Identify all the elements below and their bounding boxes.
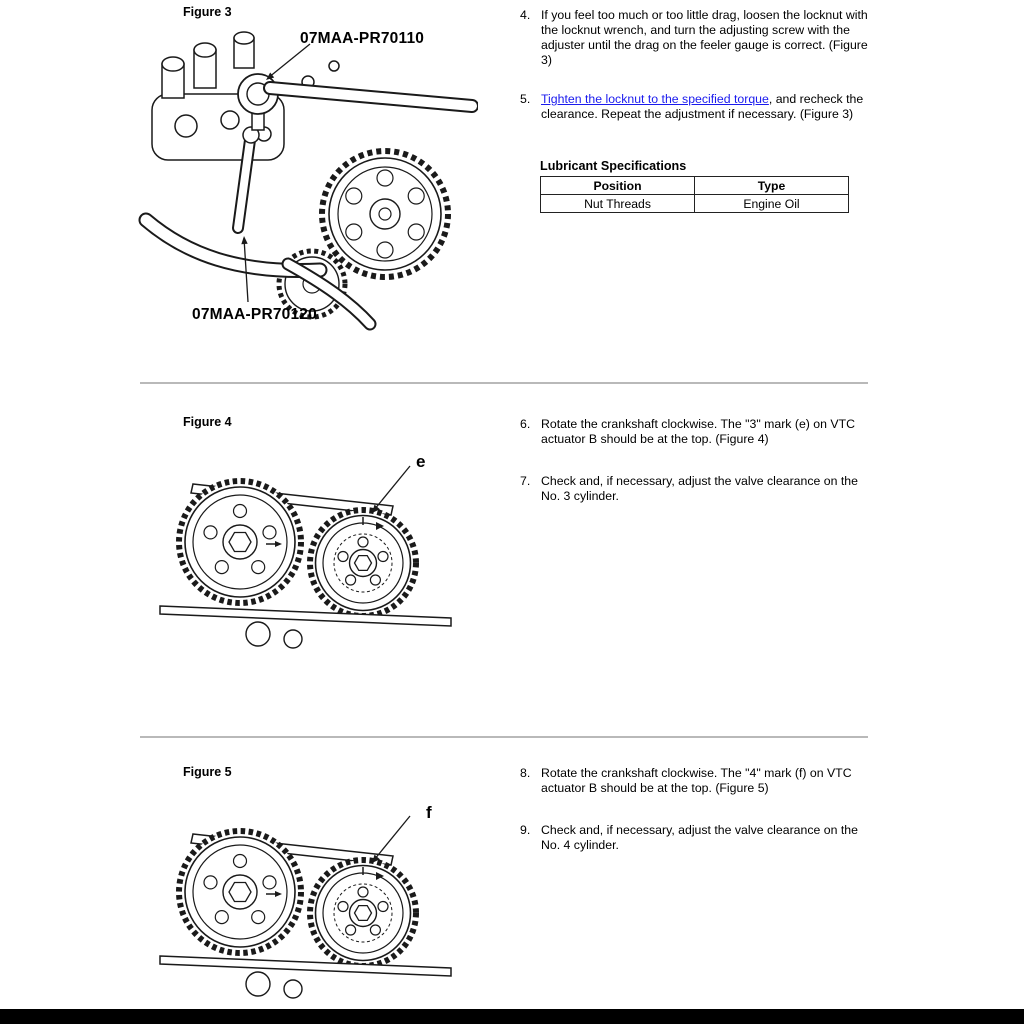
table-row (541, 195, 849, 213)
figure5-label: Figure 5 (183, 765, 232, 779)
table-cell-position: Nut Threads (541, 195, 695, 213)
table-header-position: Position (541, 177, 695, 195)
step-5 (520, 92, 872, 122)
step-9 (520, 823, 872, 853)
figure5-drawing (158, 810, 458, 1000)
step-number: 7. (520, 474, 531, 488)
step-text (541, 92, 872, 122)
figure4-mark-letter: e (416, 452, 426, 471)
table-header-type: Type (695, 177, 849, 195)
step-number: 5. (520, 92, 531, 106)
step-4 (520, 8, 872, 68)
step-text: Rotate the crankshaft clockwise. The "4" mark (f) on VTC actuator B should be at the top. (Figure 5) (541, 766, 852, 795)
table-cell-type: Engine Oil (695, 195, 849, 213)
footer-bar (0, 1009, 1024, 1024)
figure3-label: Figure 3 (183, 5, 232, 19)
section-divider (140, 736, 868, 738)
step-number: 8. (520, 766, 531, 780)
step-text-rest: , and recheck the clearance. Repeat the adjustment if necessary. (Figure 3) (541, 92, 864, 121)
step-text: Check and, if necessary, adjust the valve clearance on the No. 3 cylinder. (541, 474, 858, 503)
figure3-drawing (138, 22, 478, 332)
figure5-mark-letter: f (426, 803, 432, 822)
engine-line-art (146, 32, 472, 324)
step-number: 6. (520, 417, 531, 431)
lubricant-table (540, 176, 849, 213)
step-8 (520, 766, 872, 796)
step-number: 9. (520, 823, 531, 837)
figure4-label: Figure 4 (183, 415, 232, 429)
tool-callout-07maa-pr70110: 07MAA-PR70110 (300, 30, 425, 47)
step-text: If you feel too much or too little drag, loosen the locknut with the locknut wrench, and turn the adjusting screw with the adjuster until the drag on the feeler gauge is correct. (Figure 3) (541, 8, 868, 67)
figure4-drawing (158, 460, 458, 650)
step-6 (520, 417, 872, 447)
tool-callout-07maa-pr70120: 07MAA-PR70120 (192, 306, 317, 323)
cam-sprocket (322, 151, 448, 277)
step-7 (520, 474, 872, 504)
torque-spec-link[interactable]: Tighten the locknut to the specified torque (541, 92, 769, 106)
section-divider (140, 382, 868, 384)
lubricant-table-title: Lubricant Specifications (540, 159, 687, 173)
step-text: Check and, if necessary, adjust the valve clearance on the No. 4 cylinder. (541, 823, 858, 852)
step-text: Rotate the crankshaft clockwise. The "3" mark (e) on VTC actuator B should be at the top. (Figure 4) (541, 417, 855, 446)
step-number: 4. (520, 8, 531, 22)
